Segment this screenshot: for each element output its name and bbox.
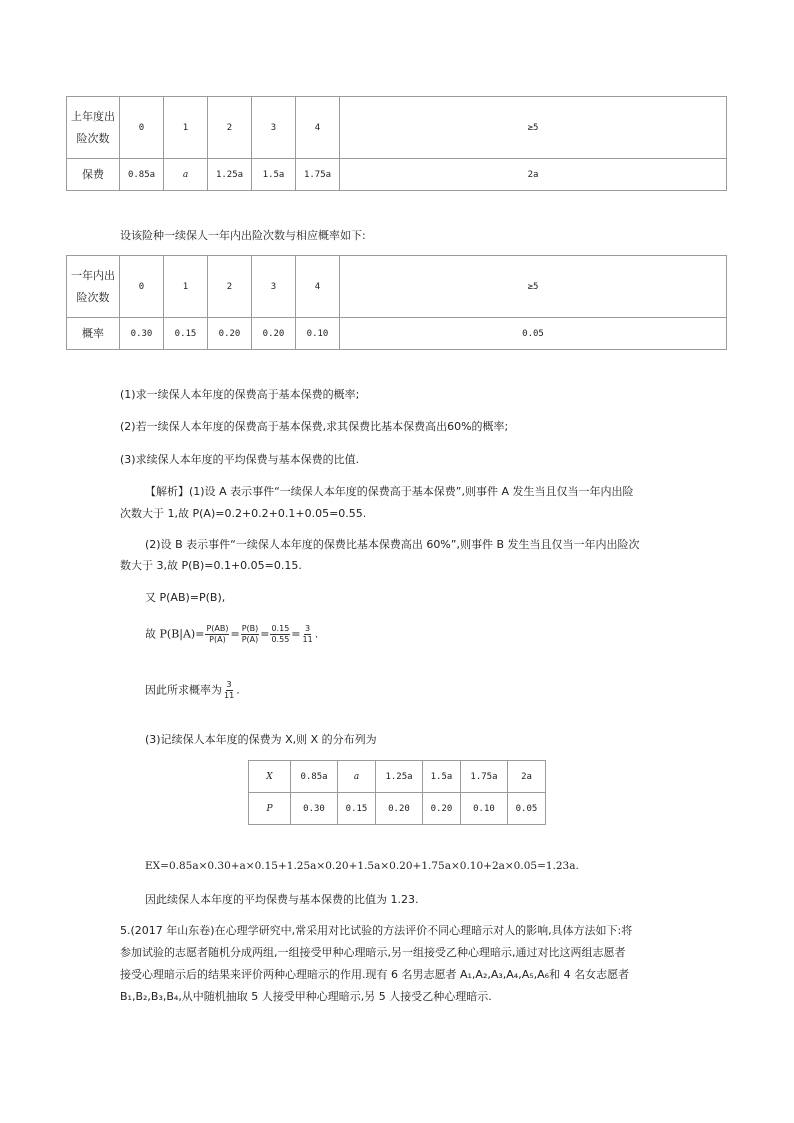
table2-cell: 0.20	[208, 318, 252, 350]
table3-cell: 0.05	[507, 793, 545, 825]
table3-row-label: P	[249, 793, 291, 825]
solution-conclusion: 因此续保人本年度的平均保费与基本保费的比值为 1.23.	[145, 893, 419, 906]
table1-cell: 0.85a	[120, 159, 164, 191]
table2-row-label: 概率	[67, 318, 120, 350]
problem5-line1: 5.(2017 年山东卷)在心理学研究中,常采用对比试验的方法评价不同心理暗示对人的影响,具体方法如下:将	[120, 924, 633, 937]
table3-cell: a	[338, 761, 376, 793]
fraction: $\frac{P(AB)}{P(A)}$	[206, 624, 229, 644]
table2-col: 0	[120, 256, 164, 318]
table2-cell: 0.05	[340, 318, 727, 350]
table2-col: ≥5	[340, 256, 727, 318]
question-1: (1)求一续保人本年度的保费高于基本保费的概率;	[120, 388, 360, 401]
table1-row-label: 保费	[67, 159, 120, 191]
table1-col: 0	[120, 97, 164, 159]
table2-col: 4	[296, 256, 340, 318]
fraction: $\frac{0.15}{0.55}$	[271, 624, 290, 644]
fraction: $\frac{3}{11}$	[224, 680, 235, 700]
question-3: (3)求续保人本年度的平均保费与基本保费的比值.	[120, 453, 360, 466]
problem5-line2: 参加试验的志愿者随机分成两组,一组接受甲种心理暗示,另一组接受乙种心理暗示,通过对比这两组志愿者	[120, 946, 626, 959]
table1-cell: a	[164, 159, 208, 191]
table1-col: 1	[164, 97, 208, 159]
table1-cell: 2a	[340, 159, 727, 191]
table2-cell: 0.20	[252, 318, 296, 350]
table3-cell: 0.20	[375, 793, 422, 825]
problem5-line4: B₁,B₂,B₃,B₄,从中随机抽取 5 人接受甲种心理暗示,另 5 人接受乙种心理暗示.	[120, 990, 492, 1003]
table2-cell: 0.15	[164, 318, 208, 350]
table1-header-label: 上年度出 险次数	[67, 97, 120, 159]
table3-cell: 0.85a	[291, 761, 338, 793]
table2-header-label: 一年内出 险次数	[67, 256, 120, 318]
table1-col: 4	[296, 97, 340, 159]
table3-cell: 1.75a	[460, 761, 507, 793]
table2-col: 1	[164, 256, 208, 318]
conditional-probability-formula: 故 P(B|A)= $\frac{P(AB)}{P(A)}$ = $\frac{P(B)}{P(A)}$ = $\frac{0.15}{0.55}$ = $\frac{3}{11}$ .	[145, 624, 319, 644]
table3-row-label: X	[249, 761, 291, 793]
distribution-table	[248, 760, 546, 825]
table3-cell: 0.10	[460, 793, 507, 825]
table1-col: 3	[252, 97, 296, 159]
table3-cell: 1.25a	[375, 761, 422, 793]
table3-cell: 0.20	[423, 793, 461, 825]
table3-cell: 1.5a	[423, 761, 461, 793]
fraction: $\frac{3}{11}$	[302, 624, 313, 644]
table3-cell: 0.30	[291, 793, 338, 825]
table2-col: 2	[208, 256, 252, 318]
intro-text: 设该险种一续保人一年内出险次数与相应概率如下:	[120, 229, 366, 242]
question-2: (2)若一续保人本年度的保费高于基本保费,求其保费比基本保费高出60%的概率;	[120, 420, 509, 433]
table1-col: ≥5	[340, 97, 727, 159]
solution-part2-line2: 数大于 3,故 P(B)=0.1+0.05=0.15.	[120, 559, 302, 572]
solution-part1-line2: 次数大于 1,故 P(A)=0.2+0.2+0.1+0.05=0.55.	[120, 507, 367, 520]
table1-col: 2	[208, 97, 252, 159]
solution-part1-line1: 【解析】(1)设 A 表示事件“一续保人本年度的保费高于基本保费”,则事件 A 发生当且仅当一年内出险	[145, 485, 634, 498]
solution-part2-note: 又 P(AB)=P(B),	[145, 591, 226, 604]
expectation-formula: EX=0.85a×0.30+a×0.15+1.25a×0.20+1.5a×0.20+1.75a×0.10+2a×0.05=1.23a.	[145, 860, 579, 872]
fraction: $\frac{P(B)}{P(A)}$	[241, 624, 259, 644]
solution-part2-line1: (2)设 B 表示事件“一续保人本年度的保费比基本保费高出 60%”,则事件 B 发生当且仅当一年内出险次	[145, 538, 640, 551]
problem5-line3: 接受心理暗示后的结果来评价两种心理暗示的作用.现有 6 名男志愿者 A₁,A₂,A₃,A₄,A₅,A₆和 4 名女志愿者	[120, 968, 630, 981]
table1-cell: 1.75a	[296, 159, 340, 191]
solution-part3-intro: (3)记续保人本年度的保费为 X,则 X 的分布列为	[145, 733, 377, 746]
table1-cell: 1.5a	[252, 159, 296, 191]
table3-cell: 0.15	[338, 793, 376, 825]
table2-col: 3	[252, 256, 296, 318]
table2-cell: 0.30	[120, 318, 164, 350]
table2-cell: 0.10	[296, 318, 340, 350]
answer-part2: 因此所求概率为 $\frac{3}{11}$ .	[145, 680, 240, 700]
probability-table	[66, 255, 727, 350]
table3-cell: 2a	[507, 761, 545, 793]
table1-cell: 1.25a	[208, 159, 252, 191]
premium-table	[66, 96, 727, 191]
